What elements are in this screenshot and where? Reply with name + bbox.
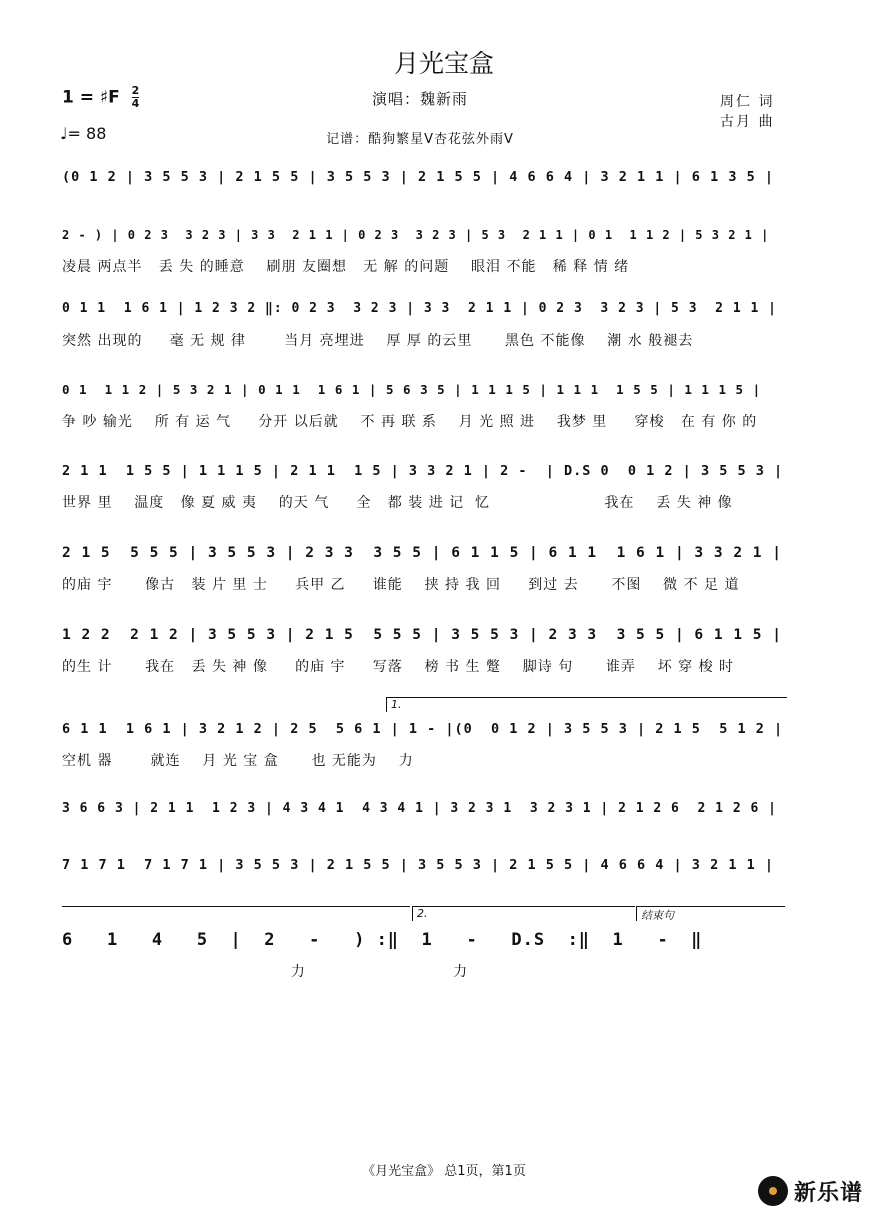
system-6 [62, 539, 784, 611]
vinyl-disc-icon [758, 1176, 788, 1206]
notation-line: (0 1 2 | 3 5 5 3 | 2 1 5 5 | 3 5 5 3 | 2 1 5 5 | 4 6 6 4 | 3 2 1 1 | 6 1 3 5 | [62, 169, 774, 185]
system-3 [62, 295, 784, 367]
volta-ending-phrase [636, 906, 785, 921]
transcriber-credit: 记谱：酷狗繁星V杏花弦外雨V [326, 132, 514, 147]
system-2 [62, 221, 784, 293]
lyric-line: 的庙 宇 像古 装 片 里 士 兵甲 乙 谁能 挟 持 我 回 到过 去 不图 微 不 足 道 [62, 577, 740, 593]
system-11 [62, 926, 784, 998]
credits [720, 92, 774, 132]
lyricist-credit: 周仁 词 [720, 94, 775, 110]
volta-second-ending [412, 906, 635, 921]
composer-credit: 古月 曲 [720, 114, 775, 130]
lyric-line: 空机 器 就连 月 光 宝 盒 也 无能为 力 [62, 753, 414, 769]
lyric-line [62, 831, 784, 851]
notation-line: 2 1 1 1 5 5 | 1 1 1 5 | 2 1 1 1 5 | 3 3 2 1 | 2 - | D.S 0 0 1 2 | 3 5 5 3 | [62, 463, 784, 479]
song-title: 月光宝盒 [393, 49, 494, 78]
lyric-line: 突然 出现的 毫 无 规 律 当月 亮埋进 厚 厚 的云里 黑色 不能像 潮 水 般褪去 [62, 333, 694, 349]
notation-line: 0 1 1 1 2 | 5 3 2 1 | 0 1 1 1 6 1 | 5 6 3 5 | 1 1 1 5 | 1 1 1 1 5 5 | 1 1 1 5 | [62, 382, 762, 397]
notation-line: 7 1 7 1 7 1 7 1 | 3 5 5 3 | 2 1 5 5 | 3 5 5 3 | 2 1 5 5 | 4 6 6 4 | 3 2 1 1 | [62, 857, 774, 873]
system-8 [62, 715, 784, 787]
volta-first-ending [386, 697, 787, 712]
page-footer: 《月光宝盒》 总1页，第1页 [362, 1164, 526, 1179]
site-logo [756, 1172, 876, 1212]
notation-line: 2 1 5 5 5 5 | 3 5 5 3 | 2 3 3 3 5 5 | 6 1 1 5 | 6 1 1 1 6 1 | 3 3 2 1 | [62, 545, 783, 561]
lyric-line [62, 887, 784, 907]
key-label: 1 = ♯F [62, 87, 120, 108]
volta-ending-label: 结束句 [641, 909, 674, 922]
time-top: 2 [131, 84, 140, 97]
key-signature [62, 86, 139, 109]
volta-second-label: 2. [417, 907, 428, 920]
time-signature [132, 86, 140, 109]
notation-line: 0 1 1 1 6 1 | 1 2 3 2 ‖: 0 2 3 3 2 3 | 3 3 2 1 1 | 0 2 3 3 2 3 | 5 3 2 1 1 | [62, 301, 777, 316]
system-5 [62, 457, 784, 529]
singer-credit: 演唱：魏新雨 [371, 90, 468, 108]
time-bottom: 4 [131, 97, 140, 110]
lyric-line: 力 力 [62, 964, 469, 980]
lyric-line: 世界 里 温度 像 夏 威 夷 的天 气 全 都 装 进 记 忆 我在 丢 失 神 像 [62, 495, 733, 511]
notation-line: 3 6 6 3 | 2 1 1 1 2 3 | 4 3 4 1 4 3 4 1 | 3 2 3 1 3 2 3 1 | 2 1 2 6 2 1 2 6 | [62, 801, 777, 816]
notation-line: 6 1 1 1 6 1 | 3 2 1 2 | 2 5 5 6 1 | 1 - |(0 0 1 2 | 3 5 5 3 | 2 1 5 5 1 2 | [62, 721, 784, 737]
volta-repeat-line [62, 906, 410, 921]
system-7 [62, 621, 784, 693]
notation-line: 1 2 2 2 1 2 | 3 5 5 3 | 2 1 5 5 5 5 | 3 5 5 3 | 2 3 3 3 5 5 | 6 1 1 5 | [62, 627, 783, 643]
lyric-line: 争 吵 输光 所 有 运 气 分开 以后就 不 再 联 系 月 光 照 进 我梦 里 穿梭 在 有 你 的 [62, 414, 758, 430]
tempo-marking: ♩= 88 [60, 124, 107, 143]
notation-line: 2 - ) | 0 2 3 3 2 3 | 3 3 2 1 1 | 0 2 3 3 2 3 | 5 3 2 1 1 | 0 1 1 1 2 | 5 3 2 1 | [62, 228, 770, 242]
notation-line: 6 1 4 5 | 2 - ) :‖ 1 - D.S :‖ 1 - ‖ [62, 930, 703, 950]
lyric-line: 的生 计 我在 丢 失 神 像 的庙 宇 写落 榜 书 生 蹩 脚诗 句 谁弄 坏 穿 梭 时 [62, 659, 735, 675]
system-4 [62, 376, 784, 448]
lyric-line: 凌晨 两点半 丢 失 的睡意 刷朋 友圈想 无 解 的问题 眼泪 不能 稀 释 情 绪 [62, 259, 630, 275]
lyric-line [62, 199, 784, 219]
logo-text: 新乐谱 [794, 1181, 864, 1206]
volta-first-label: 1. [391, 698, 402, 711]
